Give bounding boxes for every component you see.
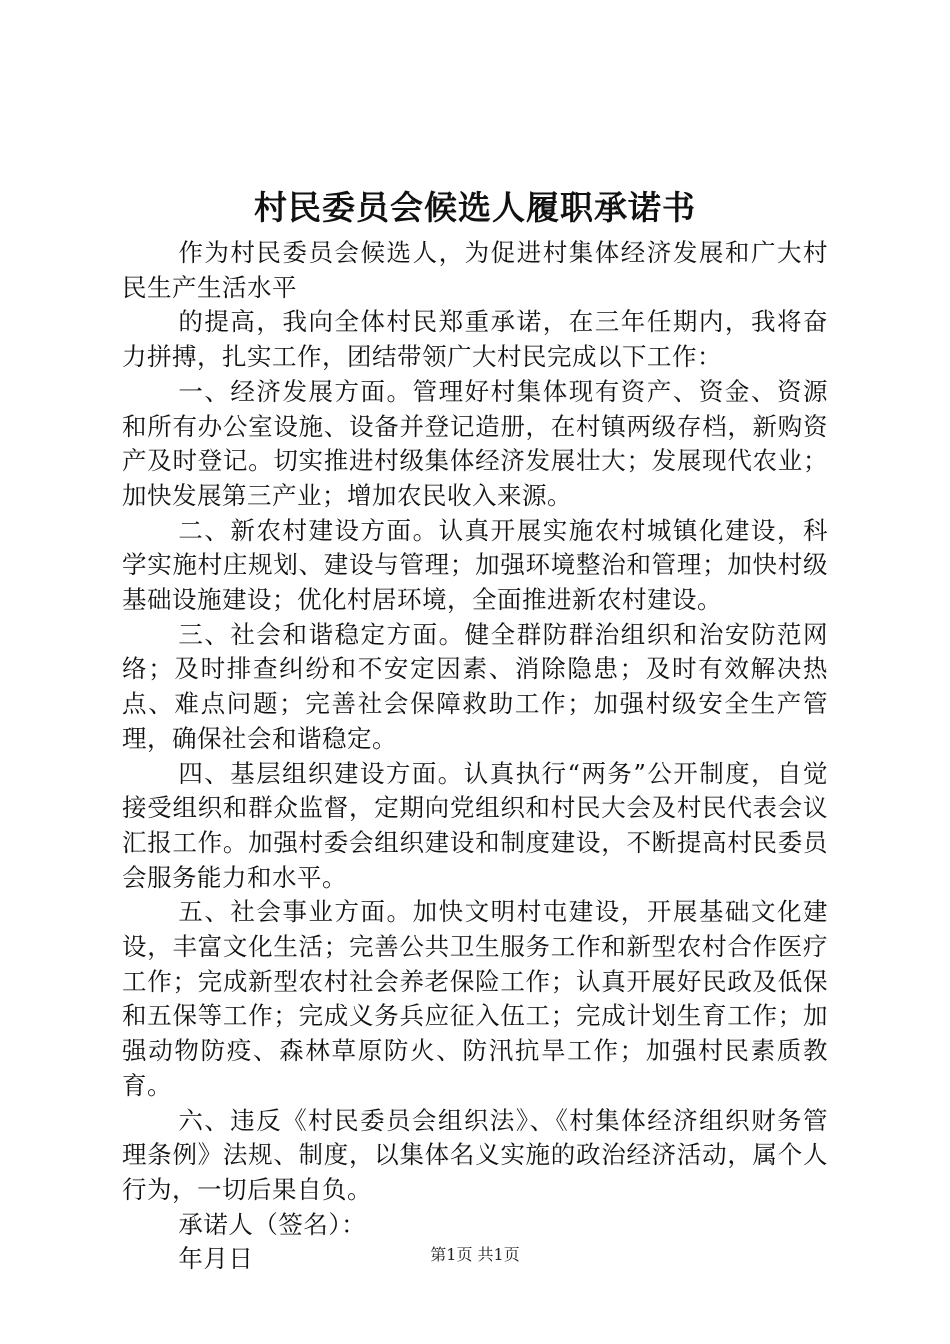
pledge-economy: 一、经济发展方面。管理好村集体现有资产、资金、资源和所有办公室设施、设备并登记造册，在村镇两级存档，新购资产及时登记。切实推进村级集体经济发展壮大；发展现代农业；加快发展第三产业；增加农民收入来源。 [122, 376, 828, 510]
pledge-social-stability: 三、社会和谐稳定方面。健全群防群治组织和治安防范网络；及时排查纠纷和不安定因素、消除隐患；及时有效解决热点、难点问题；完善社会保障救助工作；加强村级安全生产管理，确保社会和谐稳定。 [122, 619, 828, 753]
document-title: 村民委员会候选人履职承诺书 [254, 188, 696, 227]
pledge-violation-clause: 六、违反《村民委员会组织法》、《村集体经济组织财务管理条例》法规、制度，以集体名义实施的政治经济活动，属个人行为，一切后果自负。 [122, 1105, 828, 1204]
pledge-grassroots-organization: 四、基层组织建设方面。认真执行“两务”公开制度，自觉接受组织和群众监督，定期向党组织和村民大会及村民代表会议汇报工作。加强村委会组织建设和制度建设，不断提高村民委员会服务能力和水平。 [122, 758, 828, 892]
date-line: 年月日 [178, 1244, 254, 1274]
intro-paragraph-2: 的提高，我向全体村民郑重承诺，在三年任期内，我将奋力拼搏，扎实工作，团结带领广大村民完成以下工作： [122, 307, 828, 372]
pledge-rural-construction: 二、新农村建设方面。认真开展实施农村城镇化建设，科学实施村庄规划、建设与管理；加强环境整治和管理；加快村级基础设施建设；优化村居环境，全面推进新农村建设。 [122, 515, 828, 615]
document-body [122, 236, 828, 1277]
intro-paragraph-1: 作为村民委员会候选人，为促进村集体经济发展和广大村民生产生活水平 [122, 238, 828, 302]
signature-line: 承诺人（签名）： [178, 1209, 367, 1239]
pledge-social-affairs: 五、社会事业方面。加快文明村屯建设，开展基础文化建设，丰富文化生活；完善公共卫生服务工作和新型农村合作医疗工作；完成新型农村社会养老保险工作；认真开展好民政及低保和五保等工作；完成义务兵应征入伍工；完成计划生育工作；加强动物防疫、森林草原防火、防汛抗旱工作；加强村民素质教育。 [122, 897, 828, 1100]
page-number-footer: 第1页 共1页 [430, 1245, 520, 1264]
